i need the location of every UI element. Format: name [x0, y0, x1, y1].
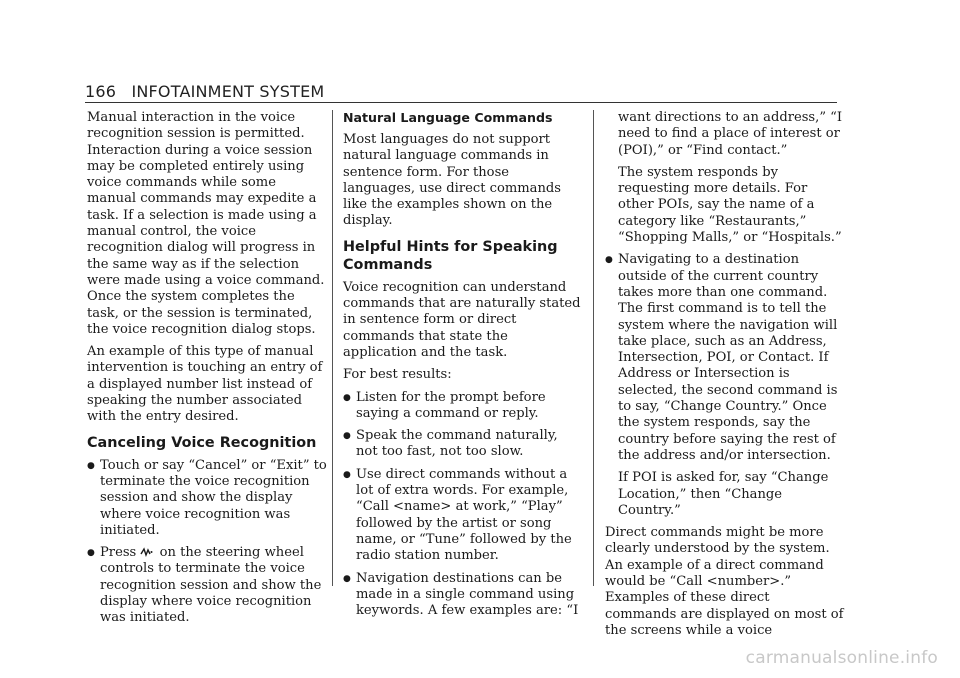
bullet-item	[87, 458, 327, 539]
bullet-item	[87, 545, 327, 626]
section-heading: Helpful Hints for Speaking Commands	[343, 238, 558, 273]
bullet-icon: ●	[87, 460, 95, 471]
bullet-item	[343, 571, 583, 620]
paragraph: Most languages do not support natural language commands in sentence form. For those languages, use direct commands like the examples shown on the display.	[343, 132, 562, 229]
column-2	[343, 110, 583, 625]
bullet-icon: ●	[343, 431, 351, 442]
paragraph: Direct commands might be more clearly understood by the system. An example of a direct command would be “Call <number>.” Examples of these direct commands are displayed on most of the screens while a voice	[605, 525, 844, 638]
column-1	[87, 110, 327, 633]
bullet-text-pre: Press	[100, 545, 137, 561]
bullet-icon: ●	[605, 255, 613, 266]
section-heading: Canceling Voice Recognition	[87, 434, 317, 451]
paragraph: want directions to an address,” “I need to find a place of interest or (POI),” or “Find contact.”	[618, 110, 843, 158]
bullet-item	[343, 428, 583, 461]
bullet-item	[343, 390, 583, 423]
voice-recognition-icon	[140, 547, 153, 557]
bullet-icon: ●	[343, 392, 351, 403]
paragraph: For best results:	[343, 367, 452, 383]
bullet-text: Listen for the prompt before saying a command or reply.	[356, 389, 546, 421]
subheading: Natural Language Commands	[343, 110, 553, 125]
column-3	[605, 110, 845, 645]
section-title: INFOTAINMENT SYSTEM	[131, 82, 325, 101]
paragraph: If POI is asked for, say “Change Location,” then “Change Country.”	[618, 470, 829, 518]
bullet-icon: ●	[343, 469, 351, 480]
page-number: 166	[85, 82, 117, 101]
bullet-text: Use direct commands without a lot of extra words. For example, “Call <name> at work,” “Play” followed by the artist or song name, or “Tune” followed by the radio station number.	[356, 466, 572, 564]
watermark: carmanualsonline.info	[745, 648, 938, 668]
column-divider	[593, 110, 594, 586]
bullet-item	[605, 252, 845, 464]
bullet-text-post: on the steering wheel controls to terminate the voice recognition session and show the display where voice recognition was initiated.	[100, 545, 322, 626]
paragraph: Voice recognition can understand commands that are naturally stated in sentence form or direct commands that state the application and the task.	[343, 279, 581, 360]
column-divider	[332, 110, 333, 586]
bullet-text: Navigation destinations can be made in a single command using keywords. A few examples are: “I	[356, 570, 579, 619]
paragraph: The system responds by requesting more details. For other POIs, say the name of a category like “Restaurants,” “Shopping Malls,” or “Hospitals.”	[618, 164, 842, 246]
bullet-icon: ●	[87, 548, 95, 559]
bullet-text: Speak the command naturally, not too fast, not too slow.	[356, 428, 558, 460]
bullet-icon: ●	[343, 573, 351, 584]
bullet-text: Touch or say “Cancel” or “Exit” to terminate the voice recognition session and show the display where voice recognition was initiated.	[100, 457, 327, 538]
bullet-text: Navigating to a destination outside of the current country takes more than one command. The first command is to tell the system where the navigation will take place, such as an Address, Intersection, POI, or Contact. If Address or Intersection is selected, the second command is to say, “Change Country.” Once the system responds, say the country before saying the rest of the address and/or intersection.	[618, 252, 838, 463]
bullet-item	[343, 467, 583, 565]
page-header	[85, 82, 324, 101]
paragraph: Manual interaction in the voice recognition session is permitted. Interaction during a voice session may be completed entirely using voice commands while some manual commands may expedite a task. If a selection is made using a manual control, the voice recognition dialog will progress in the same way as if the selection were made using a voice command. Once the system completes the task, or the session is terminated, the voice recognition dialog stops.	[87, 110, 325, 337]
paragraph: An example of this type of manual intervention is touching an entry of a displayed number list instead of speaking the number associated with the entry desired.	[87, 344, 323, 425]
header-rule	[85, 102, 837, 103]
